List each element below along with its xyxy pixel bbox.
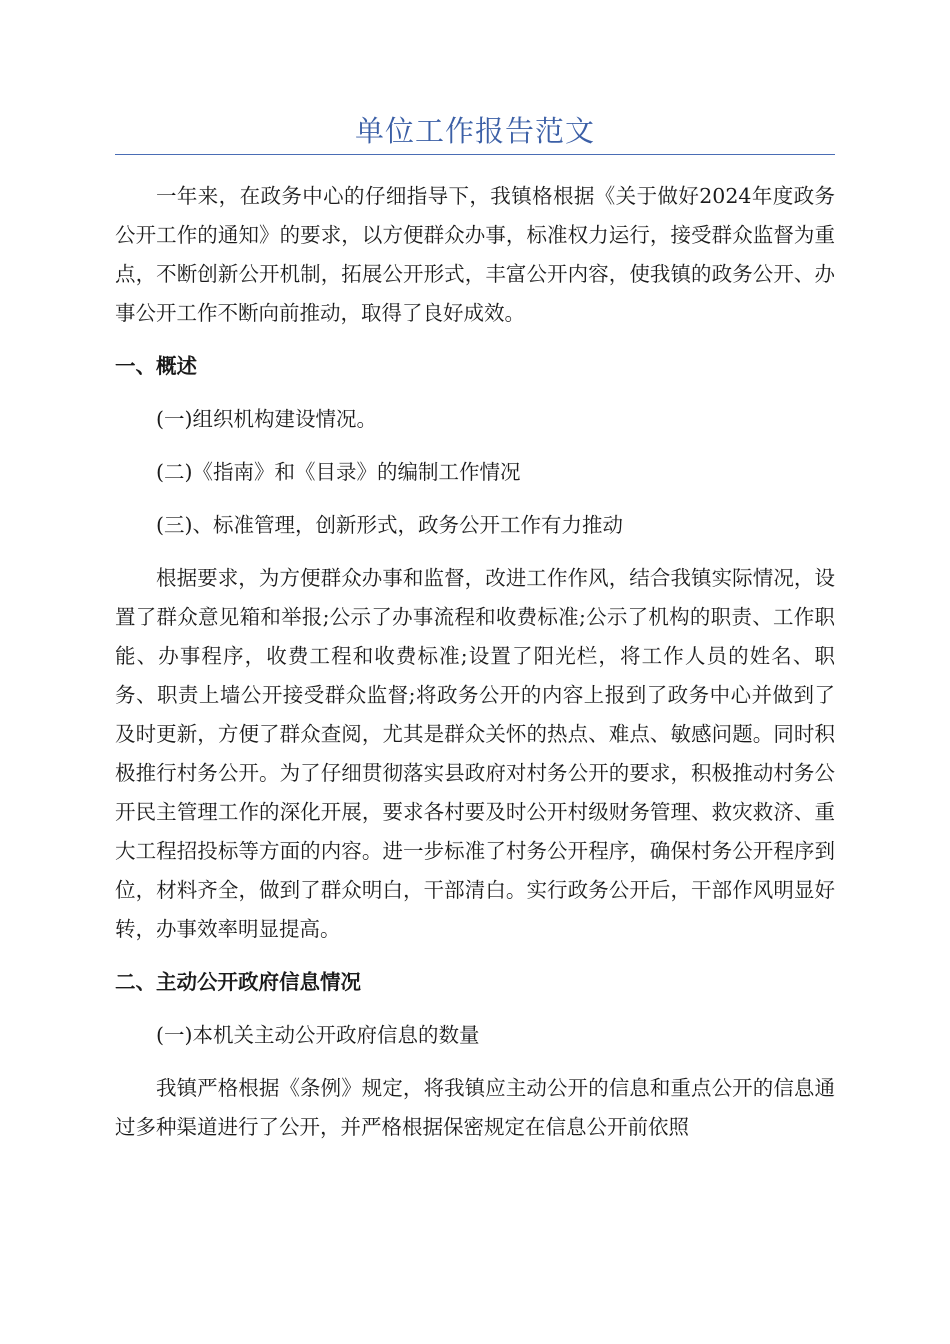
title-underline (115, 154, 835, 155)
subsection-item: (一)组织机构建设情况。 (156, 407, 377, 431)
subsection-item: (三)、标准管理，创新形式，政务公开工作有力推动 (156, 513, 623, 537)
body-paragraph: 我镇严格根据《条例》规定，将我镇应主动公开的信息和重点公开的信息通过多种渠道进行了公开，并严格根据保密规定在信息公开前依照 (115, 1076, 835, 1139)
document-title: 单位工作报告范文 (354, 114, 595, 148)
subsection-item: (二)《指南》和《目录》的编制工作情况 (156, 460, 521, 484)
section-heading-overview: 一、概述 (115, 354, 197, 378)
intro-paragraph: 一年来，在政务中心的仔细指导下，我镇格根据《关于做好2024年度政务公开工作的通知》的要求，以方便群众办事，标准权力运行，接受群众监督为重点，不断创新公开机制，拓展公开形式，丰富公开内容，使我镇的政务公开、办事公开工作不断向前推动，取得了良好成效。 (115, 184, 835, 325)
document-page (115, 0, 835, 1147)
body-paragraph: 根据要求，为方便群众办事和监督，改进工作作风，结合我镇实际情况，设置了群众意见箱和举报;公示了办事流程和收费标准;公示了机构的职责、工作职能、办事程序，收费工程和收费标准;设置了阳光栏，将工作人员的姓名、职务、职责上墙公开接受群众监督;将政务公开的内容上报到了政务中心并做到了及时更新，方便了群众查阅，尤其是群众关怀的热点、难点、敏感问题。同时积极推行村务公开。为了仔细贯彻落实县政府对村务公开的要求，积极推动村务公开民主管理工作的深化开展，要求各村要及时公开村级财务管理、救灾救济、重大工程招投标等方面的内容。进一步标准了村务公开程序，确保村务公开程序到位，材料齐全，做到了群众明白，干部清白。实行政务公开后，干部作风明显好转，办事效率明显提高。 (115, 566, 835, 941)
subsection-item: (一)本机关主动公开政府信息的数量 (156, 1023, 480, 1047)
section-heading-active-disclosure: 二、主动公开政府信息情况 (115, 970, 361, 994)
